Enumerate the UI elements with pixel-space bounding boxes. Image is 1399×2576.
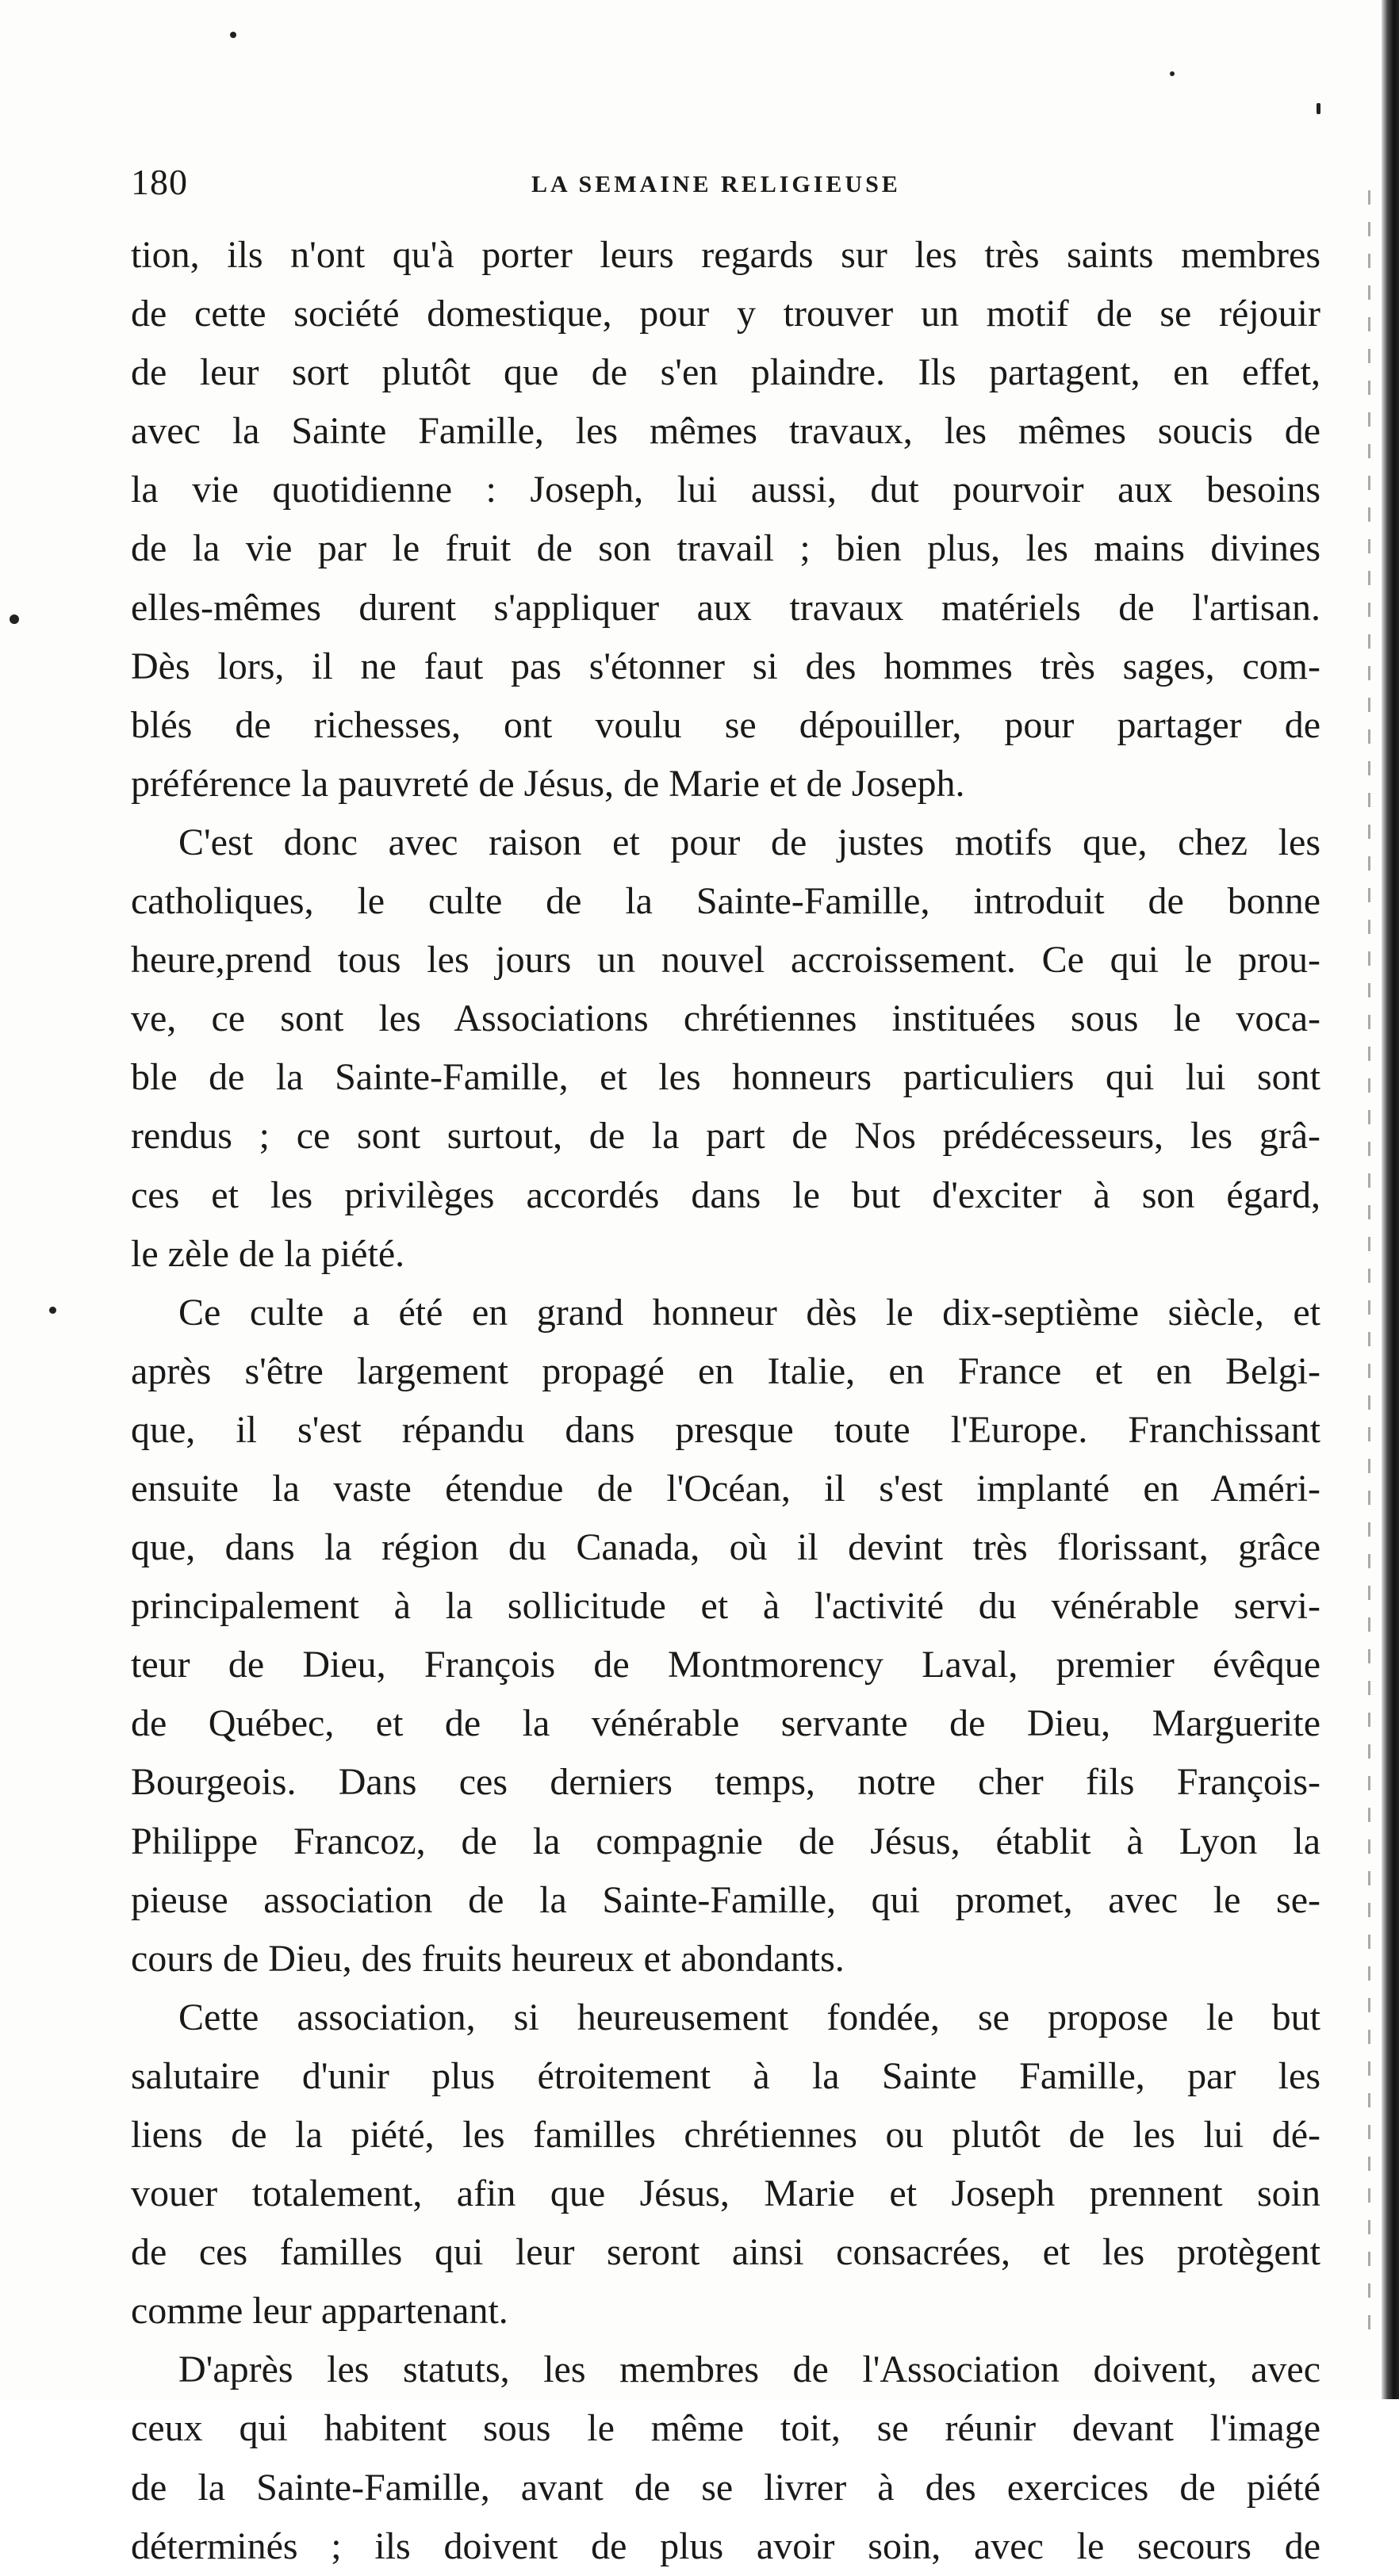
text-line: de la Sainte-Famille, avant de se livrer à des exercices de piété <box>131 2466 1320 2509</box>
text-line: principalement à la sollicitude et à l'activité du vénérable servi- <box>131 1585 1320 1628</box>
text-line: cours de Dieu, des fruits heureux et abondants. <box>131 1937 845 1980</box>
page-binding-edge <box>1382 0 1399 2399</box>
paragraph-first-line: C'est donc avec raison et pour de justes motifs que, chez les <box>178 821 1320 863</box>
text-line: Dès lors, il ne faut pas s'étonner si des hommes très sages, com- <box>131 645 1320 687</box>
text-line: salutaire d'unir plus étroitement à la Sainte Famille, par les <box>131 2054 1320 2097</box>
text-line: que, il s'est répandu dans presque toute l'Europe. Franchissant <box>131 1408 1320 1451</box>
text-line: tion, ils n'ont qu'à porter leurs regards sur les très saints membres <box>131 234 1320 276</box>
text-line: pieuse association de la Sainte-Famille, qui promet, avec le se- <box>131 1878 1320 1921</box>
text-line: préférence la pauvreté de Jésus, de Marie et de Joseph. <box>131 762 965 805</box>
text-line: elles-mêmes durent s'appliquer aux travaux matériels de l'artisan. <box>131 586 1320 629</box>
text-line: le zèle de la piété. <box>131 1232 405 1275</box>
text-line: heure,prend tous les jours un nouvel accroissement. Ce qui le prou- <box>131 939 1320 982</box>
text-line: de la vie par le fruit de son travail ; bien plus, les mains divines <box>131 527 1320 570</box>
text-line: rendus ; ce sont surtout, de la part de Nos prédécesseurs, les grâ- <box>131 1115 1320 1158</box>
running-head: LA SEMAINE RELIGIEUSE <box>531 171 901 197</box>
text-line: avec la Sainte Famille, les mêmes travaux, les mêmes soucis de <box>131 410 1320 453</box>
text-line: Philippe Francoz, de la compagnie de Jésus, établit à Lyon la <box>131 1820 1320 1862</box>
print-speck <box>1317 103 1320 114</box>
binding-shadow-line <box>1368 190 1370 2331</box>
text-line: blés de richesses, ont voulu se dépouiller, pour partager de <box>131 703 1320 746</box>
text-line: de ces familles qui leur seront ainsi consacrées, et les protègent <box>131 2231 1320 2274</box>
text-line: déterminés ; ils doivent de plus avoir soin, avec le secours de <box>131 2524 1320 2567</box>
text-line: ensuite la vaste étendue de l'Océan, il s'est implanté en Améri- <box>131 1467 1320 1510</box>
text-line: vouer totalement, afin que Jésus, Marie et Joseph prennent soin <box>131 2172 1320 2215</box>
page-header <box>131 159 1320 214</box>
print-speck <box>230 32 236 38</box>
text-line: de Québec, et de la vénérable servante de Dieu, Marguerite <box>131 1702 1320 1745</box>
text-line: de leur sort plutôt que de s'en plaindre. Ils partagent, en effet, <box>131 351 1320 394</box>
text-line: comme leur appartenant. <box>131 2290 508 2333</box>
text-line: la vie quotidienne : Joseph, lui aussi, dut pourvoir aux besoins <box>131 469 1320 511</box>
body-text <box>131 226 1320 2576</box>
page-number: 180 <box>131 162 188 202</box>
paragraph-first-line: Cette association, si heureusement fondée, se propose le but <box>178 1996 1320 2038</box>
text-line: que, dans la région du Canada, où il devint très florissant, grâce <box>131 1526 1320 1569</box>
text-line: ble de la Sainte-Famille, et les honneurs particuliers qui lui sont <box>131 1056 1320 1099</box>
text-line: après s'être largement propagé en Italie, en France et en Belgi- <box>131 1349 1320 1392</box>
text-line: liens de la piété, les familles chrétiennes ou plutôt de les lui dé- <box>131 2114 1320 2156</box>
text-line: Bourgeois. Dans ces derniers temps, notre cher fils François- <box>131 1761 1320 1804</box>
print-speck <box>1170 71 1175 76</box>
text-line: ceux qui habitent sous le même toit, se réunir devant l'image <box>131 2407 1320 2450</box>
text-line: ve, ce sont les Associations chrétiennes instituées sous le voca- <box>131 997 1320 1040</box>
text-line: de cette société domestique, pour y trouver un motif de se réjouir <box>131 293 1320 335</box>
print-speck <box>49 1307 56 1314</box>
text-line: teur de Dieu, François de Montmorency Laval, premier évêque <box>131 1644 1320 1686</box>
text-line: catholiques, le culte de la Sainte-Famille, introduit de bonne <box>131 880 1320 923</box>
print-speck <box>10 614 19 624</box>
text-line: ces et les privilèges accordés dans le but d'exciter à son égard, <box>131 1173 1320 1216</box>
paragraph-first-line: Ce culte a été en grand honneur dès le dix-septième siècle, et <box>178 1291 1320 1334</box>
paragraph-first-line: D'après les statuts, les membres de l'Association doivent, avec <box>178 2348 1320 2391</box>
